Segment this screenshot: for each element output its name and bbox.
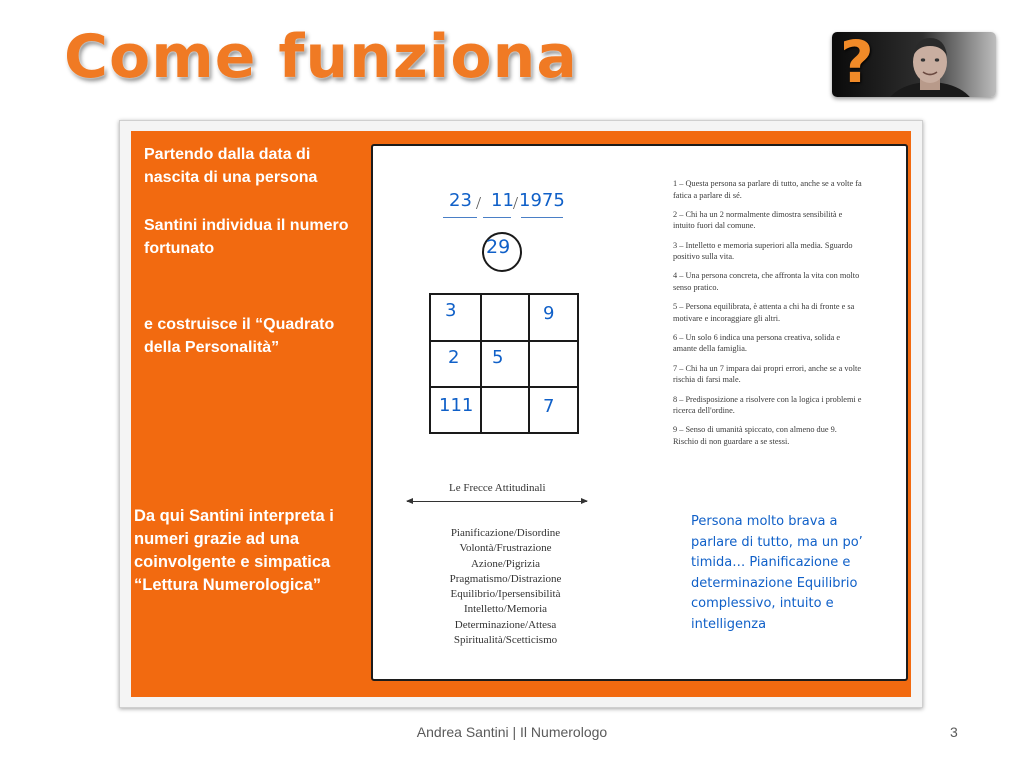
numerology-card (371, 144, 908, 681)
arrow-pair: Volontà/Frustrazione (459, 542, 552, 555)
birth-month: 11 (491, 190, 514, 211)
page-number: 3 (950, 724, 958, 740)
birth-day: 23 (449, 190, 472, 211)
square-cell-r1c1: 3 (445, 300, 457, 321)
double-arrow-icon (407, 501, 587, 502)
footer-text: Andrea Santini | Il Numerologo (416, 724, 608, 740)
number-meaning: 4 – Una persona concreta, che affronta la vita con molto senso pratico. (673, 271, 860, 292)
question-mark-icon: ? (840, 32, 874, 96)
step-birth-date: Partendo dalla data di nascita di una persona (144, 146, 318, 186)
arrow-pairs-list (423, 526, 588, 648)
number-meaning: 7 – Chi ha un 7 impara dai propri errori, anche se a volte rischia di farsi male. (673, 363, 862, 385)
step-lucky-number: Santini individua il numero fortunato (144, 217, 349, 257)
arrow-pair: Spiritualità/Scetticismo (453, 634, 558, 647)
arrow-pair: Determinazione/Attesa (454, 618, 557, 631)
square-cell-r3c1: 111 (439, 395, 474, 416)
number-meaning: 3 – Intelletto e memoria superiori alla media. Sguardo positivo sulla vita. (673, 240, 853, 262)
date-slash: / (513, 193, 519, 213)
arrow-pair: Equilibrio/Ipersensibilità (450, 588, 561, 601)
square-cell-r2c1: 2 (448, 347, 460, 368)
square-cell-r3c3: 7 (543, 396, 555, 417)
author-portrait-icon (888, 32, 996, 97)
number-meaning: 6 – Un solo 6 indica una persona creativa, solida e amante della famiglia. (673, 332, 841, 354)
date-slash: / (476, 193, 482, 213)
number-meaning: 9 – Senso di umanità spiccato, con almeno due 9. Rischio di non guardare a se stessi. (673, 425, 837, 446)
arrows-title: Le Frecce Attitudinali (449, 482, 546, 494)
arrow-pair: Pragmatismo/Distrazione (449, 572, 562, 585)
number-meaning: 1 – Questa persona sa parlare di tutto, anche se a volte fa fatica a parlare di sé. (673, 179, 862, 200)
square-cell-r2c2: 5 (492, 347, 504, 368)
number-meaning: 2 – Chi ha un 2 normalmente dimostra sensibilità e intuito fuori dal comune. (673, 209, 843, 231)
step-personality-square: e costruisce il “Quadrato della Personalità” (144, 316, 335, 356)
number-meaning: 8 – Predisposizione a risolvere con la logica i problemi e ricerca dell'ordine. (673, 394, 862, 416)
square-cell-r1c3: 9 (543, 303, 555, 324)
date-underline (483, 217, 511, 218)
handwritten-note: Persona molto brava a parlare di tutto, ma un po’ timida… Pianificazione e determinazione Equilibrio complessivo, intuito e intelligenza (691, 514, 863, 632)
date-underline (443, 217, 477, 218)
arrow-pair: Azione/Pigrizia (470, 557, 541, 570)
birth-year: 1975 (519, 190, 565, 211)
number-meanings-list (673, 178, 863, 455)
arrow-pair: Intelletto/Memoria (463, 603, 548, 616)
slide-title: Come funziona (64, 22, 578, 92)
author-logo (832, 32, 996, 97)
date-underline (521, 217, 563, 218)
step-numerology-reading: Da qui Santini interpreta i numeri grazie ad una coinvolgente e simpatica “Lettura Numerologica” (134, 507, 334, 594)
arrow-pair: Pianificazione/Disordine (450, 527, 561, 539)
number-meaning: 5 – Persona equilibrata, è attenta a chi ha di fronte e sa motivare e incoraggiare gli altri. (673, 302, 855, 323)
lucky-number: 29 (486, 236, 511, 258)
